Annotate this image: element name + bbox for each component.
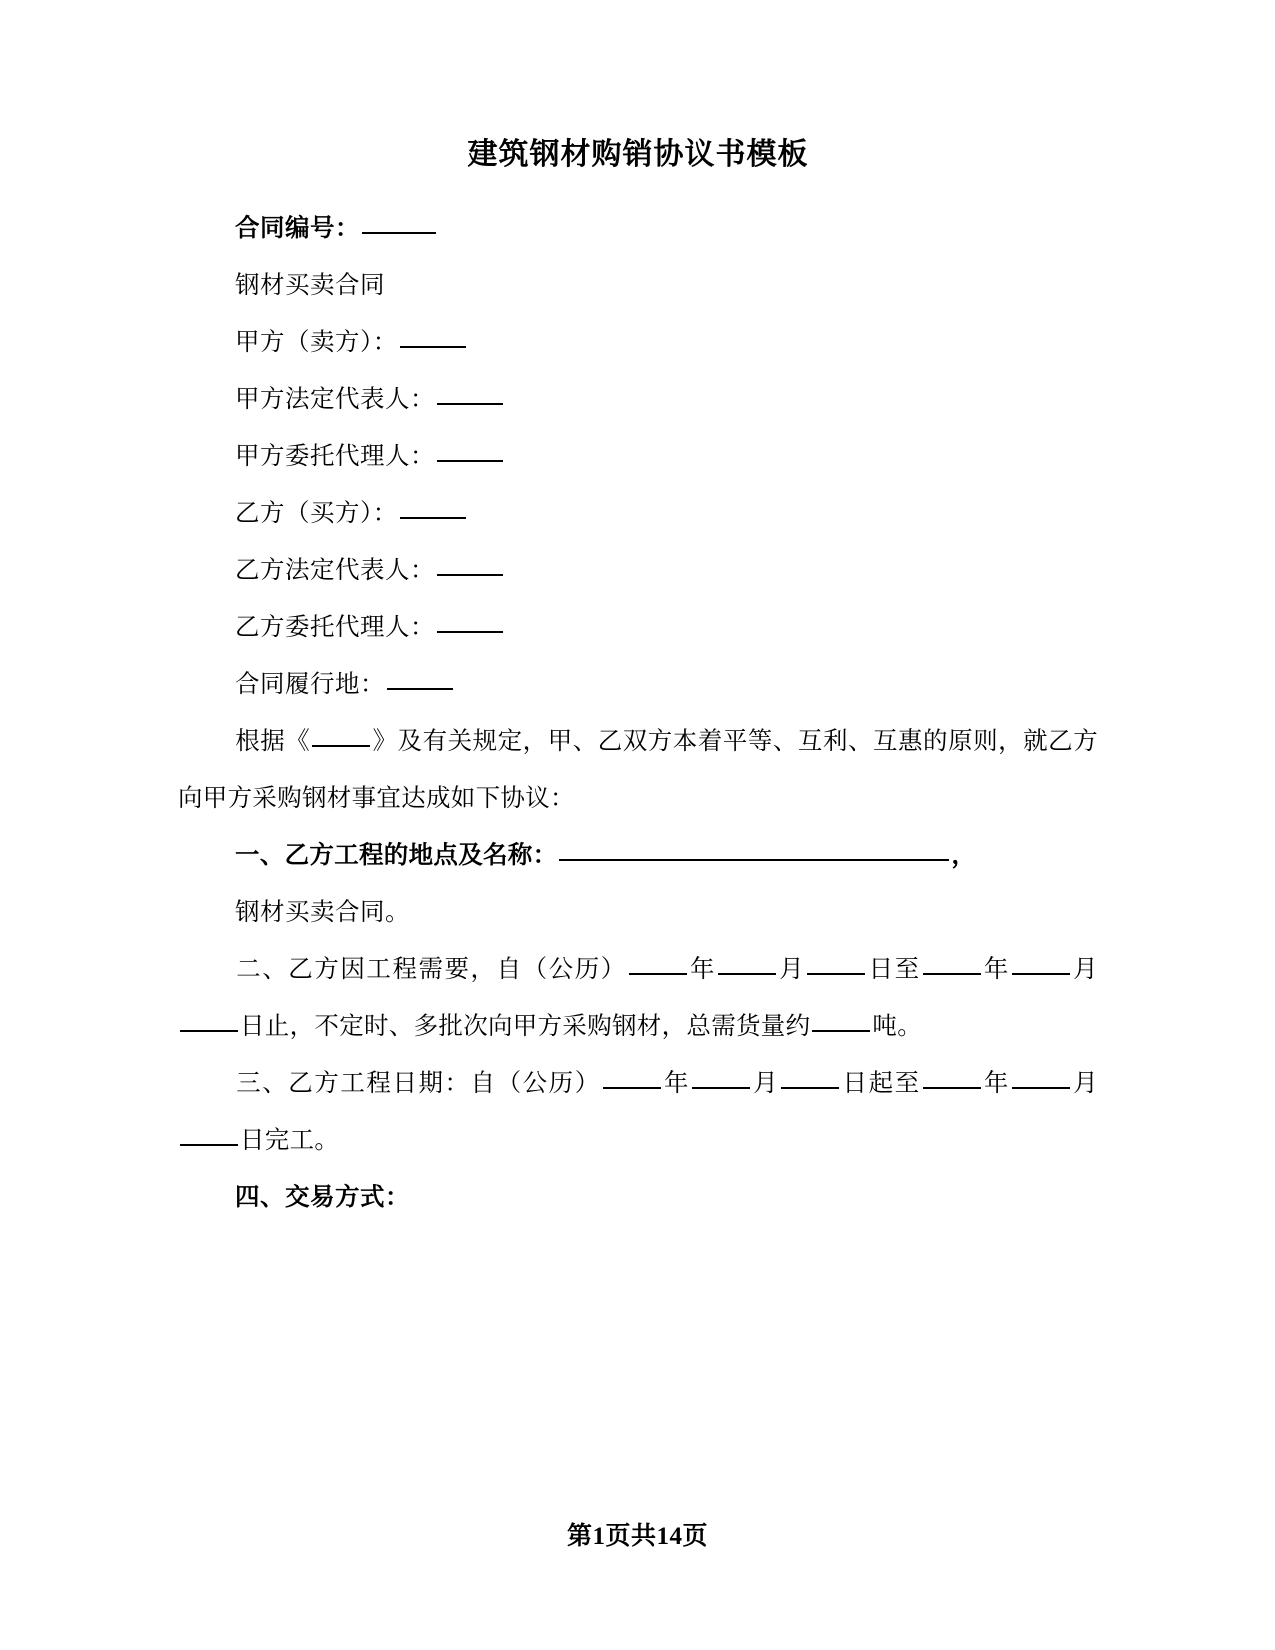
preamble-paragraph bbox=[178, 713, 1098, 827]
clause-three-start-day-blank[interactable] bbox=[781, 1087, 839, 1089]
page-indicator: 第1页共14页 bbox=[566, 1523, 708, 1550]
clause-two-end-year-blank[interactable] bbox=[923, 973, 981, 975]
clause-two-head: 二、乙方因工程需要，自（公历） bbox=[235, 956, 627, 983]
clause-three-start-month-blank[interactable] bbox=[692, 1087, 750, 1089]
clause-two-end: 。 bbox=[897, 1013, 923, 1040]
clause-three-year-label: 年 bbox=[662, 1070, 691, 1097]
clause-two-quantity-blank[interactable] bbox=[812, 1030, 870, 1032]
field-seller bbox=[178, 314, 1098, 371]
clause-three-year2-label: 年 bbox=[982, 1070, 1010, 1097]
field-seller-agent-label: 甲方委托代理人： bbox=[235, 443, 435, 470]
contract-number-label: 合同编号： bbox=[235, 215, 360, 242]
page-title: 建筑钢材购销协议书模板 bbox=[467, 138, 809, 171]
clause-two-start-month-blank[interactable] bbox=[718, 973, 776, 975]
field-performance-place-blank[interactable] bbox=[387, 688, 453, 690]
clause-three-paragraph bbox=[178, 1055, 1098, 1169]
clause-two-month-label: 月 bbox=[778, 956, 806, 983]
clause-two-start-year-blank[interactable] bbox=[629, 973, 687, 975]
clause-two-unit-label: 吨 bbox=[872, 1013, 898, 1040]
clause-three-day2-label: 日完工。 bbox=[240, 1127, 340, 1154]
field-seller-legal-rep bbox=[178, 371, 1098, 428]
clause-three-head: 三、乙方工程日期：自（公历） bbox=[235, 1070, 601, 1097]
field-seller-agent bbox=[178, 428, 1098, 485]
field-buyer bbox=[178, 485, 1098, 542]
field-seller-agent-blank[interactable] bbox=[437, 460, 503, 462]
field-seller-legal-rep-blank[interactable] bbox=[437, 403, 503, 405]
field-performance-place bbox=[178, 656, 1098, 713]
clause-four-heading: 四、交易方式： bbox=[235, 1184, 410, 1211]
clause-two-paragraph bbox=[178, 941, 1098, 1055]
field-performance-place-label: 合同履行地： bbox=[235, 671, 385, 698]
field-buyer-legal-rep-label: 乙方法定代表人： bbox=[235, 557, 435, 584]
field-seller-label: 甲方（卖方）： bbox=[235, 329, 398, 356]
clause-two-end-day-blank[interactable] bbox=[180, 1030, 238, 1032]
clause-two-end-month-blank[interactable] bbox=[1012, 973, 1070, 975]
preamble-law-blank[interactable] bbox=[312, 745, 370, 747]
clause-two-year2-label: 年 bbox=[982, 956, 1010, 983]
clause-three-end-year-blank[interactable] bbox=[923, 1087, 981, 1089]
clause-two-start-day-blank[interactable] bbox=[807, 973, 865, 975]
clause-one-body: 钢材买卖合同。 bbox=[235, 899, 410, 926]
field-buyer-label: 乙方（买方）： bbox=[235, 500, 398, 527]
page-footer bbox=[0, 1516, 1275, 1552]
field-seller-blank[interactable] bbox=[400, 346, 466, 348]
clause-two-day-label: 日至 bbox=[867, 956, 921, 983]
clause-one-project-blank[interactable] bbox=[559, 859, 949, 861]
field-buyer-blank[interactable] bbox=[400, 517, 466, 519]
contract-number-blank[interactable] bbox=[362, 232, 436, 234]
clause-one-heading: 一、乙方工程的地点及名称： bbox=[235, 842, 558, 869]
clause-two-day2-label: 日止，不定时、多批次向甲方采购钢材，总需货量约 bbox=[240, 1013, 811, 1040]
field-buyer-agent bbox=[178, 599, 1098, 656]
preamble-text-2: 》及有关规定，甲、乙双方本着平等、互利、互惠的原则，就乙方向甲方采购钢材事宜达成如下协议： bbox=[178, 728, 1098, 812]
subtitle-line: 钢材买卖合同 bbox=[235, 272, 385, 299]
field-buyer-legal-rep bbox=[178, 542, 1098, 599]
preamble-text-1: 根据《 bbox=[235, 728, 311, 755]
clause-two-year-label: 年 bbox=[688, 956, 717, 983]
clause-three-day-label: 日起至 bbox=[841, 1070, 921, 1097]
field-buyer-legal-rep-blank[interactable] bbox=[437, 574, 503, 576]
contract-number-line bbox=[178, 200, 1098, 257]
clause-one-trailing: ， bbox=[951, 842, 977, 869]
field-buyer-agent-label: 乙方委托代理人： bbox=[235, 614, 435, 641]
clause-one-heading-line bbox=[178, 827, 1098, 884]
clause-three-start-year-blank[interactable] bbox=[603, 1087, 661, 1089]
field-seller-legal-rep-label: 甲方法定代表人： bbox=[235, 386, 435, 413]
field-buyer-agent-blank[interactable] bbox=[437, 631, 503, 633]
document-content bbox=[178, 132, 1098, 1226]
clause-three-end-day-blank[interactable] bbox=[180, 1144, 238, 1146]
clause-two-month2-label: 月 bbox=[1071, 956, 1098, 983]
clause-three-month2-label: 月 bbox=[1071, 1070, 1098, 1097]
clause-three-end-month-blank[interactable] bbox=[1012, 1087, 1070, 1089]
clause-three-month-label: 月 bbox=[752, 1070, 780, 1097]
